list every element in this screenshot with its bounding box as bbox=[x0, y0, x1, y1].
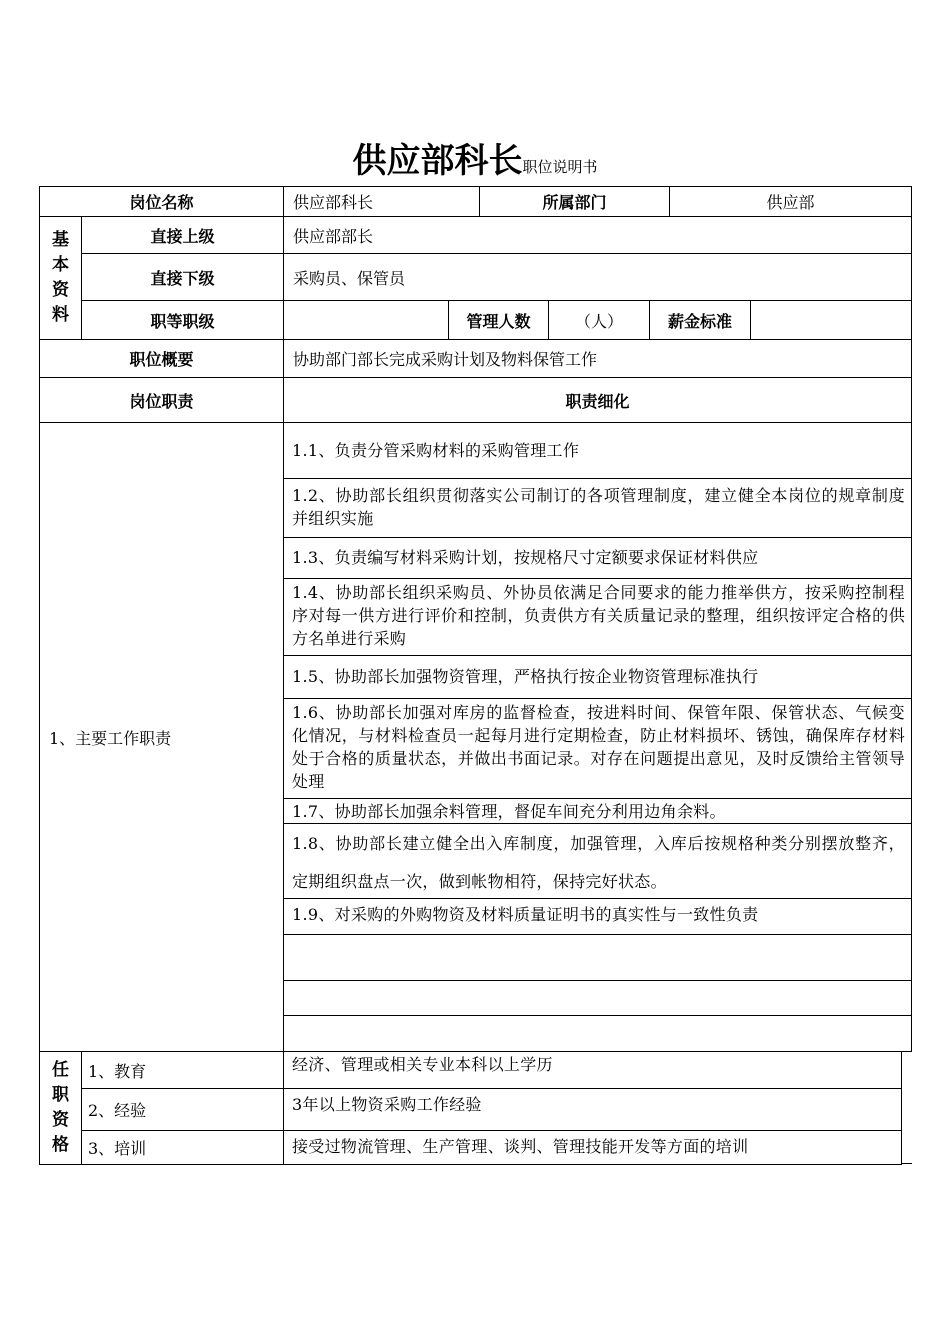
duty-item: 1.9、对采购的外购物资及材料质量证明书的真实性与一致性负责 bbox=[283, 898, 912, 935]
duty-item: 1.8、协助部长建立健全出入库制度，加强管理，入库后按规格种类分别摆放整齐，定期组织盘点一次，做到帐物相符，保持完好状态。 bbox=[283, 823, 912, 899]
document-title bbox=[0, 138, 950, 190]
empty-duty-row bbox=[283, 980, 912, 1016]
empty-duty-row bbox=[283, 934, 912, 981]
salary-value bbox=[750, 300, 912, 340]
main-duties-label: 1、主要工作职责 bbox=[39, 422, 284, 1052]
duty-item: 1.2、协助部长组织贯彻落实公司制订的各项管理制度，建立健全本岗位的规章制度并组织实施 bbox=[283, 478, 912, 538]
summary-label: 职位概要 bbox=[39, 339, 284, 378]
position-name-label: 岗位名称 bbox=[39, 186, 284, 217]
superior-value: 供应部部长 bbox=[283, 216, 912, 254]
position-name-value: 供应部科长 bbox=[283, 186, 480, 217]
summary-value: 协助部门部长完成采购计划及物料保管工作 bbox=[283, 339, 912, 378]
qualification-value-education: 经济、管理或相关专业本科以上学历 bbox=[283, 1051, 902, 1089]
duty-item: 1.7、协助部长加强余料管理，督促车间充分利用边角余料。 bbox=[283, 798, 912, 824]
managed-count-label: 管理人数 bbox=[448, 300, 549, 340]
superior-label: 直接上级 bbox=[81, 216, 284, 254]
duty-item: 1.3、负责编写材料采购计划，按规格尺寸定额要求保证材料供应 bbox=[283, 537, 912, 579]
department-label: 所属部门 bbox=[479, 186, 670, 217]
qualification-label-training: 3、培训 bbox=[81, 1130, 284, 1165]
empty-duty-row bbox=[283, 1015, 912, 1052]
duty-item: 1.1、负责分管采购材料的采购管理工作 bbox=[283, 422, 912, 479]
table-end-line bbox=[901, 1163, 912, 1164]
duty-item: 1.6、协助部长加强对库房的监督检查，按进料时间、保管年限、保管状态、气候变化情况，与材料检查员一起每月进行定期检查，防止材料损坏、锈蚀，确保库存材料处于合格的质量状态，并做出书面记录。对存在问题提出意见，及时反馈给主管领导处理 bbox=[283, 698, 912, 799]
qualification-label-experience: 2、经验 bbox=[81, 1088, 284, 1131]
salary-label: 薪金标准 bbox=[649, 300, 751, 340]
duties-header-right: 职责细化 bbox=[283, 377, 912, 423]
qualifications-section-label: 任 职 资 格 bbox=[39, 1051, 82, 1165]
managed-count-value: （人） bbox=[548, 300, 650, 340]
subordinate-value: 采购员、保管员 bbox=[283, 253, 912, 301]
department-value: 供应部 bbox=[669, 186, 912, 217]
duty-item: 1.4、协助部长组织采购员、外协员依满足合同要求的能力推举供方，按采购控制程序对每一供方进行评价和控制，负责供方有关质量记录的整理，组织按评定合格的供方名单进行采购 bbox=[283, 578, 912, 656]
duty-item: 1.5、协助部长加强物资管理，严格执行按企业物资管理标准执行 bbox=[283, 655, 912, 699]
grade-label: 职等职级 bbox=[81, 300, 284, 340]
qualification-value-experience: 3年以上物资采购工作经验 bbox=[283, 1088, 902, 1131]
grade-value bbox=[283, 300, 449, 340]
title-main: 供应部科长 bbox=[352, 141, 523, 181]
duties-header-left: 岗位职责 bbox=[39, 377, 284, 423]
title-sub: 职位说明书 bbox=[522, 158, 598, 176]
qualification-label-education: 1、教育 bbox=[81, 1051, 284, 1089]
qualification-value-training: 接受过物流管理、生产管理、谈判、管理技能开发等方面的培训 bbox=[283, 1130, 902, 1165]
subordinate-label: 直接下级 bbox=[81, 253, 284, 301]
basic-info-section-label: 基 本 资 料 bbox=[39, 216, 82, 340]
